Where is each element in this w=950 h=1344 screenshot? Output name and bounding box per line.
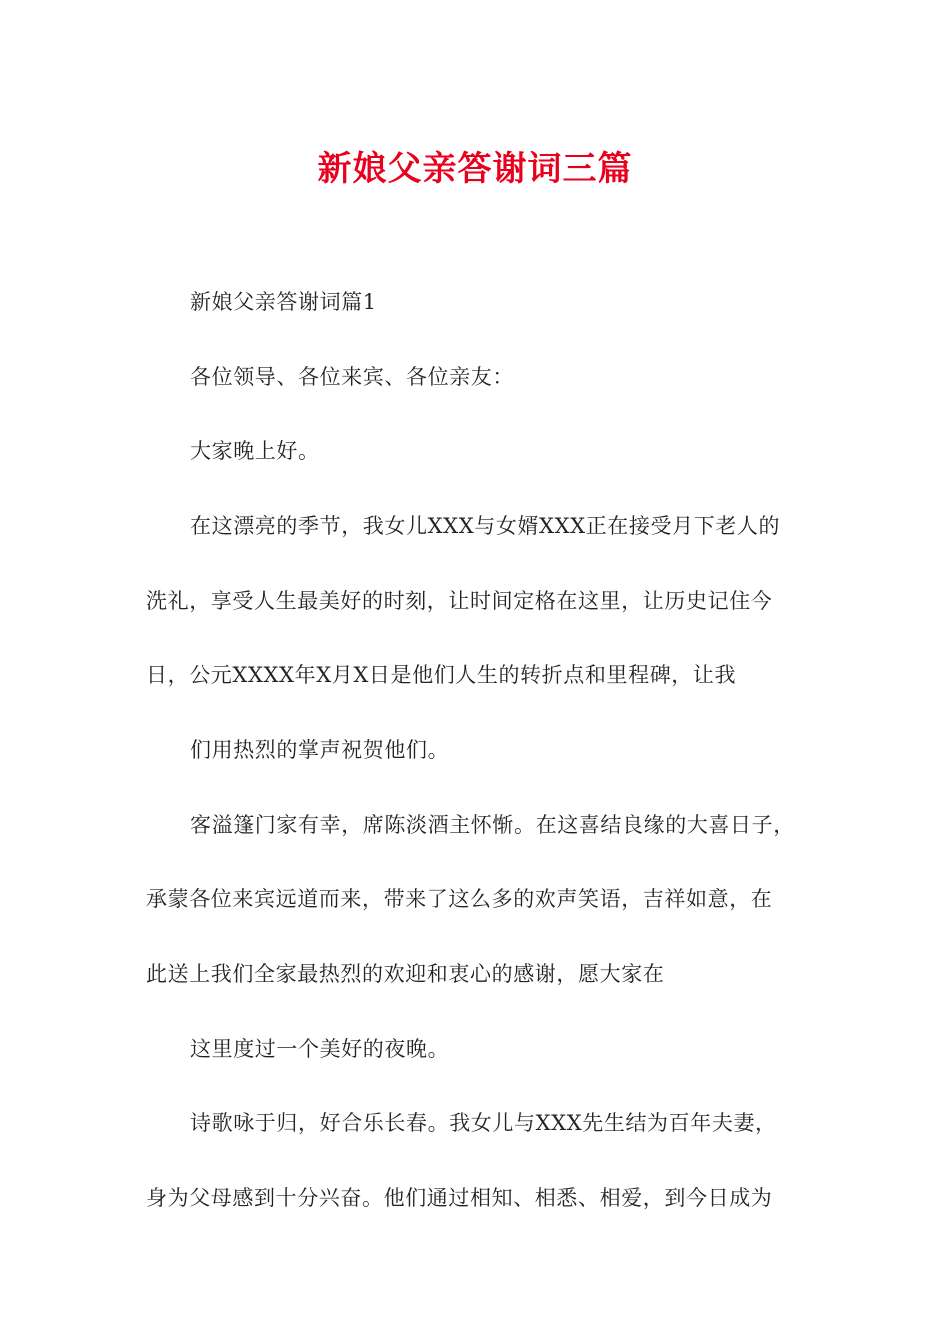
greeting-line: 大家晚上好。 bbox=[190, 439, 320, 463]
paragraph-line: 洗礼，享受人生最美好的时刻，让时间定格在这里，让历史记住今 bbox=[146, 589, 773, 613]
paragraph-line: 们用热烈的掌声祝贺他们。 bbox=[190, 738, 450, 762]
paragraph-line: 诗歌咏于归，好合乐长春。我女儿与XXX先生结为百年夫妻， bbox=[190, 1111, 777, 1135]
paragraph-line: 在这漂亮的季节，我女儿XXX与女婿XXX正在接受月下老人的 bbox=[190, 514, 781, 538]
paragraph-line: 承蒙各位来宾远道而来，带来了这么多的欢声笑语，吉祥如意，在 bbox=[146, 887, 773, 911]
paragraph-line: 身为父母感到十分兴奋。他们通过相知、相悉、相爱，到今日成为 bbox=[146, 1186, 773, 1210]
paragraph-line: 这里度过一个美好的夜晚。 bbox=[190, 1037, 450, 1061]
salutation-line: 各位领导、各位来宾、各位亲友： bbox=[190, 365, 514, 389]
paragraph-line: 日，公元XXXX年X月X日是他们人生的转折点和里程碑，让我 bbox=[146, 663, 737, 687]
section-heading: 新娘父亲答谢词篇1 bbox=[190, 290, 377, 314]
paragraph-line: 客溢篷门家有幸，席陈淡酒主怀惭。在这喜结良缘的大喜日子， bbox=[190, 813, 795, 837]
paragraph-line: 此送上我们全家最热烈的欢迎和衷心的感谢，愿大家在 bbox=[146, 962, 665, 986]
document-title: 新娘父亲答谢词三篇 bbox=[317, 149, 633, 189]
